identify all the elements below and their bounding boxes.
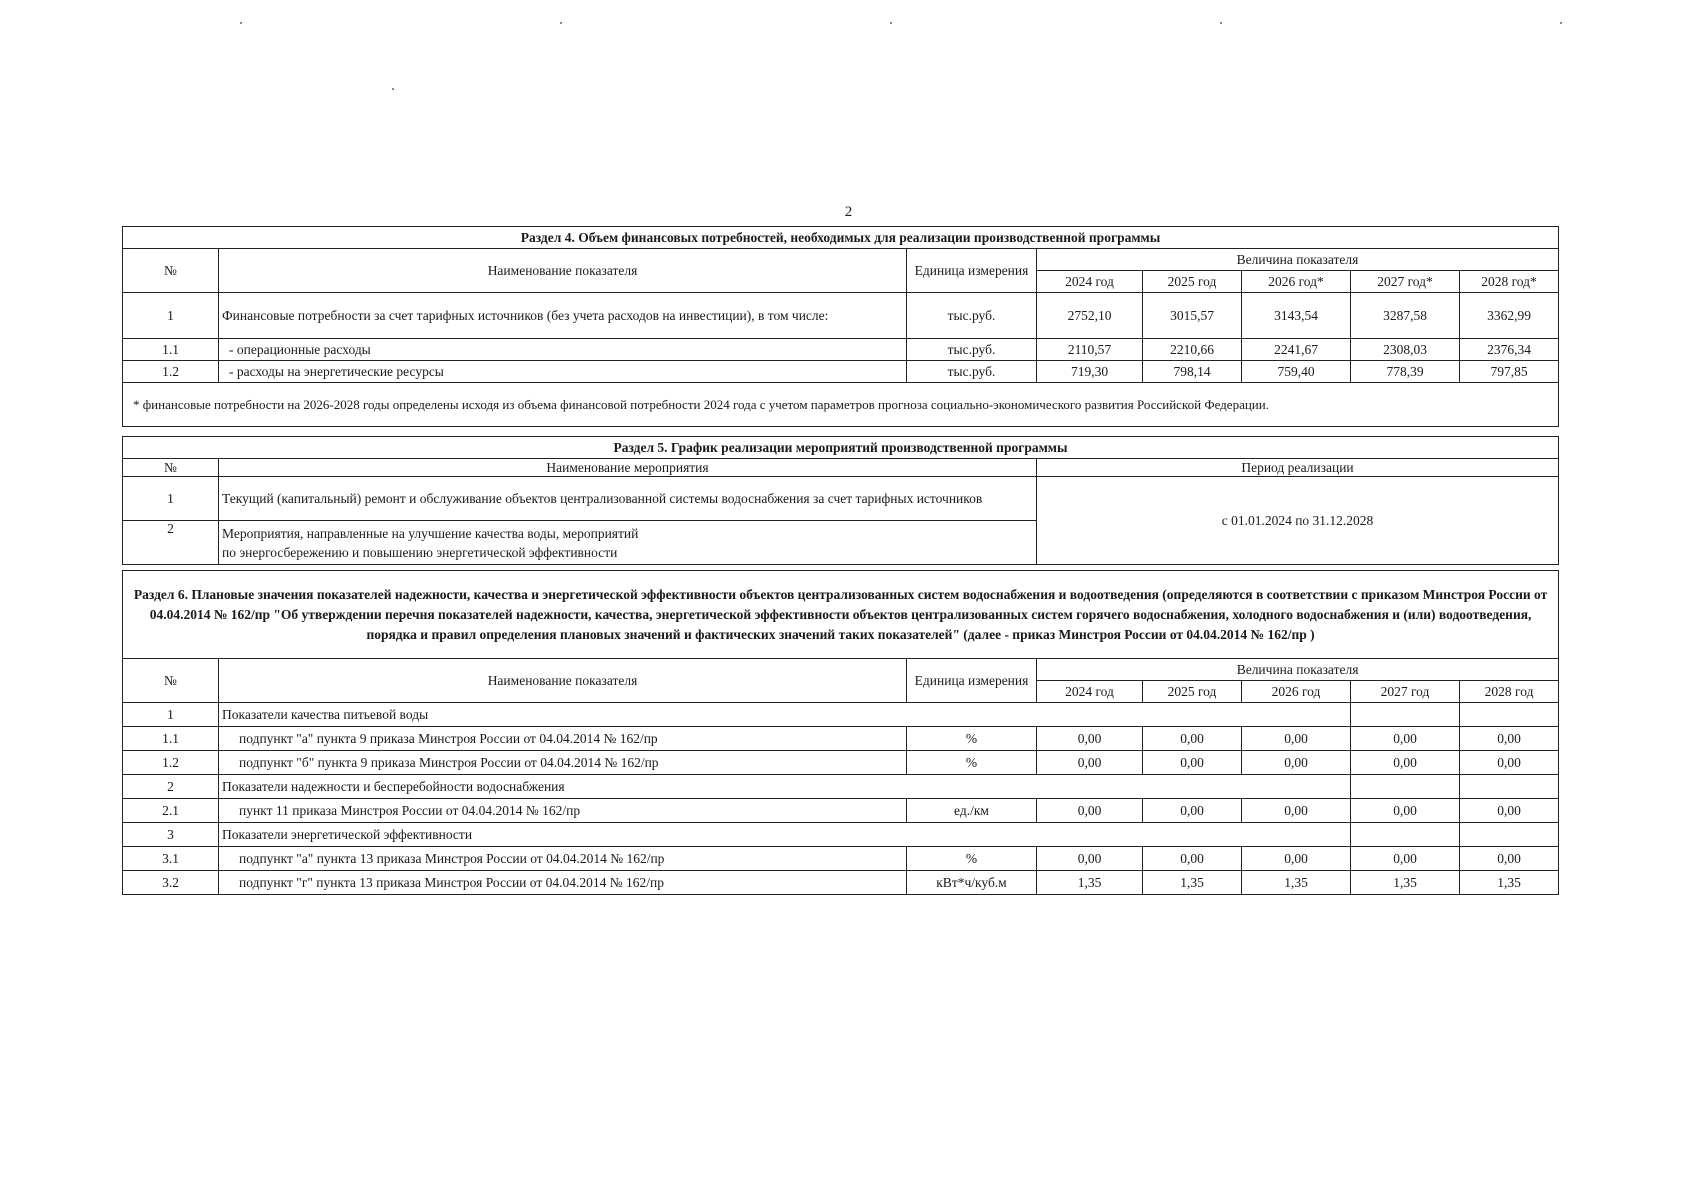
group-number: 3 — [123, 823, 219, 847]
section5-title: Раздел 5. График реализации мероприятий производственной программы — [123, 437, 1559, 459]
value-cell: 0,00 — [1242, 847, 1351, 871]
indicator-name: подпункт "а" пункта 13 приказа Минстроя России от 04.04.2014 № 162/пр — [219, 847, 907, 871]
unit-cell: % — [907, 751, 1037, 775]
value-cell: 0,00 — [1143, 799, 1242, 823]
unit-cell: % — [907, 727, 1037, 751]
group-name: Показатели энергетической эффективности — [219, 823, 1351, 847]
value-cell: 0,00 — [1037, 727, 1143, 751]
unit-cell: тыс.руб. — [907, 293, 1037, 339]
row-number: 2 — [123, 521, 219, 565]
event-name: Текущий (капитальный) ремонт и обслуживание объектов централизованной системы водоснабжения за счет тарифных источников — [219, 477, 1037, 521]
section6-table — [122, 570, 1559, 895]
col-no-header: № — [123, 249, 219, 293]
row-number: 3.1 — [123, 847, 219, 871]
value-cell: 3015,57 — [1143, 293, 1242, 339]
row-number: 1.1 — [123, 727, 219, 751]
row-number: 1 — [123, 477, 219, 521]
unit-cell: тыс.руб. — [907, 339, 1037, 361]
table-row — [123, 751, 1559, 775]
section6-title: Раздел 6. Плановые значения показателей надежности, качества и энергетической эффективности объектов централизованных систем водоснабжения и водоотведения (определяются в соответствии с приказом Минстроя России от 04.04.2014 № 162/пр "Об утверждении перечня показателей надежности, качества, энергетической эффективности объектов централизованных систем горячего водоснабжения, холодного водоснабжения и (или) водоотведения, порядка и правил определения плановых значений и фактических значений таких показателей" (далее - приказ Минстроя России от 04.04.2014 № 162/пр ) — [123, 571, 1559, 659]
row-number: 1 — [123, 293, 219, 339]
value-cell: 3362,99 — [1460, 293, 1559, 339]
unit-cell: % — [907, 847, 1037, 871]
empty-cell — [1460, 775, 1559, 799]
indicator-name: пункт 11 приказа Минстроя России от 04.04.2014 № 162/пр — [219, 799, 907, 823]
value-cell: 2241,67 — [1242, 339, 1351, 361]
value-cell: 0,00 — [1143, 847, 1242, 871]
value-cell: 798,14 — [1143, 361, 1242, 383]
section5-table — [122, 436, 1559, 565]
year-header: 2024 год — [1037, 271, 1143, 293]
col-period-header: Период реализации — [1037, 459, 1559, 477]
year-header: 2024 год — [1037, 681, 1143, 703]
value-cell: 0,00 — [1242, 751, 1351, 775]
value-cell: 1,35 — [1242, 871, 1351, 895]
unit-cell: кВт*ч/куб.м — [907, 871, 1037, 895]
row-number: 2.1 — [123, 799, 219, 823]
value-cell: 778,39 — [1351, 361, 1460, 383]
value-cell: 0,00 — [1351, 727, 1460, 751]
col-value-header: Величина показателя — [1037, 249, 1559, 271]
value-cell: 0,00 — [1242, 727, 1351, 751]
event-name-line: Мероприятия, направленные на улучшение качества воды, мероприятий — [222, 525, 639, 541]
value-cell: 0,00 — [1460, 751, 1559, 775]
group-name: Показатели надежности и бесперебойности водоснабжения — [219, 775, 1351, 799]
value-cell: 1,35 — [1351, 871, 1460, 895]
value-cell: 759,40 — [1242, 361, 1351, 383]
col-event-header: Наименование мероприятия — [219, 459, 1037, 477]
group-number: 2 — [123, 775, 219, 799]
value-cell: 0,00 — [1037, 847, 1143, 871]
value-cell: 0,00 — [1242, 799, 1351, 823]
table-row — [123, 339, 1559, 361]
group-row — [123, 823, 1559, 847]
indicator-name: подпункт "а" пункта 9 приказа Минстроя России от 04.04.2014 № 162/пр — [219, 727, 907, 751]
page-number: 2 — [844, 204, 853, 220]
col-unit-header: Единица измерения — [907, 659, 1037, 703]
value-cell: 797,85 — [1460, 361, 1559, 383]
indicator-name: подпункт "б" пункта 9 приказа Минстроя России от 04.04.2014 № 162/пр — [219, 751, 907, 775]
year-header: 2028 год — [1460, 681, 1559, 703]
row-number: 1.2 — [123, 361, 219, 383]
empty-cell — [1460, 823, 1559, 847]
col-name-header: Наименование показателя — [219, 249, 907, 293]
col-value-header: Величина показателя — [1037, 659, 1559, 681]
table-row — [123, 847, 1559, 871]
value-cell: 2308,03 — [1351, 339, 1460, 361]
value-cell: 0,00 — [1037, 799, 1143, 823]
value-cell: 0,00 — [1460, 847, 1559, 871]
value-cell: 1,35 — [1460, 871, 1559, 895]
unit-cell: тыс.руб. — [907, 361, 1037, 383]
row-number: 1.1 — [123, 339, 219, 361]
value-cell: 0,00 — [1351, 847, 1460, 871]
table-row — [123, 799, 1559, 823]
table-row — [123, 293, 1559, 339]
year-header: 2027 год — [1351, 681, 1460, 703]
table-row — [123, 361, 1559, 383]
table-row — [123, 727, 1559, 751]
indicator-name: подпункт "г" пункта 13 приказа Минстроя России от 04.04.2014 № 162/пр — [219, 871, 907, 895]
value-cell: 0,00 — [1143, 727, 1242, 751]
unit-cell: ед./км — [907, 799, 1037, 823]
value-cell: 3143,54 — [1242, 293, 1351, 339]
value-cell: 3287,58 — [1351, 293, 1460, 339]
section4-table — [122, 226, 1559, 427]
year-header: 2025 год — [1143, 681, 1242, 703]
group-row — [123, 775, 1559, 799]
value-cell: 0,00 — [1351, 751, 1460, 775]
event-name — [219, 521, 1037, 565]
value-cell: 0,00 — [1460, 799, 1559, 823]
indicator-name: - операционные расходы — [219, 339, 907, 361]
col-name-header: Наименование показателя — [219, 659, 907, 703]
indicator-name: - расходы на энергетические ресурсы — [219, 361, 907, 383]
group-name: Показатели качества питьевой воды — [219, 703, 1351, 727]
section4-title: Раздел 4. Объем финансовых потребностей, необходимых для реализации производственной программы — [123, 227, 1559, 249]
value-cell: 1,35 — [1143, 871, 1242, 895]
table-row — [123, 871, 1559, 895]
col-no-header: № — [123, 659, 219, 703]
value-cell: 0,00 — [1460, 727, 1559, 751]
group-row — [123, 703, 1559, 727]
indicator-name: Финансовые потребности за счет тарифных источников (без учета расходов на инвестиции), в том числе: — [219, 293, 907, 339]
value-cell: 1,35 — [1037, 871, 1143, 895]
empty-cell — [1351, 703, 1460, 727]
year-header: 2026 год — [1242, 681, 1351, 703]
value-cell: 0,00 — [1037, 751, 1143, 775]
table-row — [123, 477, 1559, 521]
row-number: 3.2 — [123, 871, 219, 895]
value-cell: 2376,34 — [1460, 339, 1559, 361]
row-number: 1.2 — [123, 751, 219, 775]
value-cell: 0,00 — [1143, 751, 1242, 775]
value-cell: 2210,66 — [1143, 339, 1242, 361]
empty-cell — [1351, 823, 1460, 847]
year-header: 2025 год — [1143, 271, 1242, 293]
value-cell: 719,30 — [1037, 361, 1143, 383]
value-cell: 2752,10 — [1037, 293, 1143, 339]
col-no-header: № — [123, 459, 219, 477]
year-header: 2028 год* — [1460, 271, 1559, 293]
section4-footnote: * финансовые потребности на 2026-2028 годы определены исходя из объема финансовой потребности 2024 года с учетом параметров прогноза социально-экономического развития Российской Федерации. — [123, 383, 1559, 427]
value-cell: 2110,57 — [1037, 339, 1143, 361]
group-number: 1 — [123, 703, 219, 727]
col-unit-header: Единица измерения — [907, 249, 1037, 293]
empty-cell — [1351, 775, 1460, 799]
empty-cell — [1460, 703, 1559, 727]
value-cell: 0,00 — [1351, 799, 1460, 823]
implementation-period: с 01.01.2024 по 31.12.2028 — [1037, 477, 1559, 565]
year-header: 2026 год* — [1242, 271, 1351, 293]
event-name-line: по энергосбережению и повышению энергетической эффективности — [222, 544, 618, 560]
year-header: 2027 год* — [1351, 271, 1460, 293]
